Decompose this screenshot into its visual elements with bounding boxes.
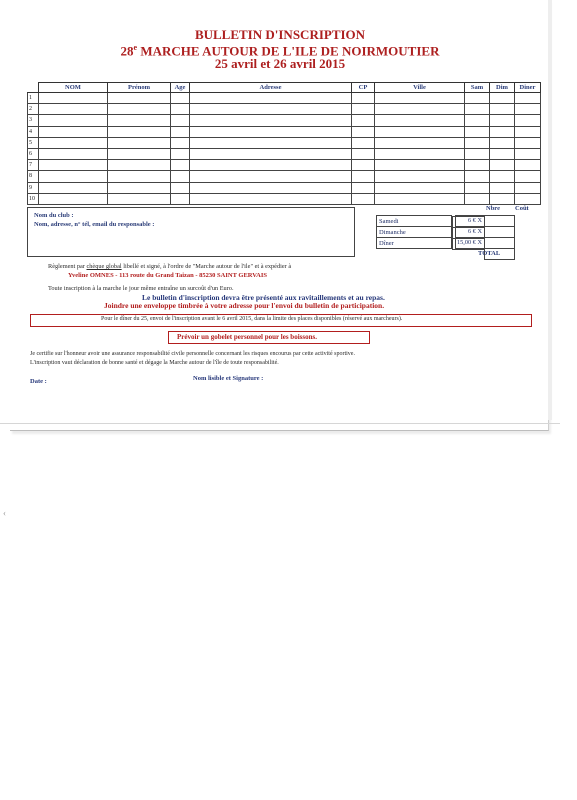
page-fold-line bbox=[0, 423, 560, 424]
cell-cp[interactable] bbox=[352, 160, 375, 171]
cell-diner[interactable] bbox=[515, 193, 541, 204]
cell-nom[interactable] bbox=[39, 193, 108, 204]
payment-address: Yveline OMNES - 113 route du Grand Taizan - 85230 SAINT GERVAIS bbox=[68, 272, 267, 279]
cell-ville[interactable] bbox=[375, 193, 465, 204]
row-number: 1 bbox=[28, 93, 39, 104]
club-name-label: Nom du club : bbox=[34, 212, 74, 219]
cell-ville[interactable] bbox=[375, 160, 465, 171]
cheque-global-text: chèque global bbox=[86, 263, 122, 270]
table-row bbox=[28, 171, 541, 182]
cell-cp[interactable] bbox=[352, 93, 375, 104]
club-contact-label: Nom, adresse, n° tél, email du responsable : bbox=[34, 221, 155, 228]
cell-adresse[interactable] bbox=[190, 115, 352, 126]
cell-ville[interactable] bbox=[375, 93, 465, 104]
col-adresse: Adresse bbox=[190, 83, 352, 93]
cell-diner[interactable] bbox=[515, 171, 541, 182]
cell-ville[interactable] bbox=[375, 171, 465, 182]
cell-adresse[interactable] bbox=[190, 126, 352, 137]
cost-row-samedi bbox=[377, 216, 515, 227]
cell-adresse[interactable] bbox=[190, 148, 352, 159]
cell-age[interactable] bbox=[171, 160, 190, 171]
cost-price: 6 € X bbox=[452, 216, 485, 228]
cost-input[interactable] bbox=[485, 227, 515, 238]
cell-nom[interactable] bbox=[39, 115, 108, 126]
cell-adresse[interactable] bbox=[190, 104, 352, 115]
table-row bbox=[28, 93, 541, 104]
cell-dim[interactable] bbox=[490, 137, 515, 148]
cell-prenom[interactable] bbox=[108, 182, 171, 193]
cell-sam[interactable] bbox=[465, 104, 490, 115]
cell-adresse[interactable] bbox=[190, 93, 352, 104]
cell-sam[interactable] bbox=[465, 137, 490, 148]
col-prenom: Prénom bbox=[108, 83, 171, 93]
cell-ville[interactable] bbox=[375, 182, 465, 193]
cell-prenom[interactable] bbox=[108, 148, 171, 159]
table-row bbox=[28, 126, 541, 137]
cell-adresse[interactable] bbox=[190, 137, 352, 148]
row-number: 4 bbox=[28, 126, 39, 137]
cell-nom[interactable] bbox=[39, 182, 108, 193]
cell-cp[interactable] bbox=[352, 137, 375, 148]
col-cp: CP bbox=[352, 83, 375, 93]
table-row bbox=[28, 115, 541, 126]
certification-line-1: Je certifie sur l'honneur avoir une assurance responsabilité civile personnelle concernant les risques encourus par cette activité sportive. bbox=[30, 351, 355, 357]
col-sam: Sam bbox=[465, 83, 490, 93]
cell-sam[interactable] bbox=[465, 126, 490, 137]
table-row bbox=[28, 148, 541, 159]
dinner-notice: Pour le dîner du 25, envoi de l'inscription avant le 6 avril 2015, dans la limite des places disponibles (réservé aux marcheurs). bbox=[101, 316, 403, 322]
col-diner: Diner bbox=[515, 83, 541, 93]
cell-age[interactable] bbox=[171, 182, 190, 193]
form-title: BULLETIN D'INSCRIPTION bbox=[194, 27, 366, 42]
row-number: 9 bbox=[28, 182, 39, 193]
cost-label: Dîner bbox=[377, 238, 452, 249]
table-row bbox=[28, 137, 541, 148]
cell-nom[interactable] bbox=[39, 104, 108, 115]
cell-cp[interactable] bbox=[352, 115, 375, 126]
cell-diner[interactable] bbox=[515, 104, 541, 115]
cell-prenom[interactable] bbox=[108, 104, 171, 115]
cell-diner[interactable] bbox=[515, 126, 541, 137]
bulletin-notice: Le bulletin d'inscription devra être présenté aux ravitaillements et au repas. bbox=[142, 293, 385, 302]
cell-cp[interactable] bbox=[352, 193, 375, 204]
cell-cp[interactable] bbox=[352, 148, 375, 159]
row-number: 3 bbox=[28, 115, 39, 126]
cell-diner[interactable] bbox=[515, 148, 541, 159]
cell-dim[interactable] bbox=[490, 115, 515, 126]
table-row bbox=[28, 104, 541, 115]
cell-sam[interactable] bbox=[465, 93, 490, 104]
row-number-header bbox=[28, 83, 39, 93]
col-nom: NOM bbox=[39, 83, 108, 93]
row-number: 8 bbox=[28, 171, 39, 182]
cell-dim[interactable] bbox=[490, 104, 515, 115]
cell-ville[interactable] bbox=[375, 137, 465, 148]
cell-cp[interactable] bbox=[352, 171, 375, 182]
cell-prenom[interactable] bbox=[108, 126, 171, 137]
row-number: 6 bbox=[28, 148, 39, 159]
cell-ville[interactable] bbox=[375, 115, 465, 126]
nbre-header: Nbre bbox=[486, 205, 500, 212]
cell-prenom[interactable] bbox=[108, 193, 171, 204]
cost-input[interactable] bbox=[485, 216, 515, 227]
cost-price: 15,00 € X bbox=[452, 238, 485, 250]
cell-cp[interactable] bbox=[352, 126, 375, 137]
cell-age[interactable] bbox=[171, 104, 190, 115]
form-header bbox=[0, 28, 560, 70]
cell-ville[interactable] bbox=[375, 148, 465, 159]
participants-body bbox=[28, 93, 541, 205]
cell-sam[interactable] bbox=[465, 182, 490, 193]
table-row bbox=[28, 193, 541, 204]
cell-nom[interactable] bbox=[39, 93, 108, 104]
col-ville: Ville bbox=[375, 83, 465, 93]
cell-prenom[interactable] bbox=[108, 160, 171, 171]
cell-dim[interactable] bbox=[490, 160, 515, 171]
date-label: Date : bbox=[30, 378, 47, 385]
cost-label: Samedi bbox=[377, 216, 452, 227]
cell-cp[interactable] bbox=[352, 182, 375, 193]
row-number: 10 bbox=[28, 193, 39, 204]
col-dim: Dim bbox=[490, 83, 515, 93]
cost-label: Dimanche bbox=[377, 227, 452, 238]
cell-sam[interactable] bbox=[465, 160, 490, 171]
cell-age[interactable] bbox=[171, 148, 190, 159]
cost-row-dimanche bbox=[377, 227, 515, 238]
cell-ville[interactable] bbox=[375, 104, 465, 115]
participants-table bbox=[27, 82, 541, 205]
cell-diner[interactable] bbox=[515, 93, 541, 104]
cout-header: Coût bbox=[515, 205, 529, 212]
payment-line: Règlement par chèque global libellé et signé, à l'ordre de "Marche autour de l'ile" et à expédier à bbox=[48, 263, 292, 270]
scan-mark: ‹ bbox=[3, 508, 6, 518]
table-row bbox=[28, 160, 541, 171]
event-dates: 25 avril et 26 avril 2015 bbox=[214, 56, 346, 72]
cell-diner[interactable] bbox=[515, 160, 541, 171]
table-row bbox=[28, 182, 541, 193]
goblet-notice: Prévoir un gobelet personnel pour les boissons. bbox=[177, 333, 317, 341]
row-number: 5 bbox=[28, 137, 39, 148]
row-number: 2 bbox=[28, 104, 39, 115]
cell-dim[interactable] bbox=[490, 182, 515, 193]
club-box[interactable] bbox=[27, 207, 355, 257]
cell-sam[interactable] bbox=[465, 115, 490, 126]
cell-ville[interactable] bbox=[375, 126, 465, 137]
cell-prenom[interactable] bbox=[108, 115, 171, 126]
cell-sam[interactable] bbox=[465, 171, 490, 182]
signature-label: Nom lisible et Signature : bbox=[193, 375, 264, 382]
cell-adresse[interactable] bbox=[190, 182, 352, 193]
cell-prenom[interactable] bbox=[108, 137, 171, 148]
cell-age[interactable] bbox=[171, 137, 190, 148]
cell-sam[interactable] bbox=[465, 193, 490, 204]
cell-dim[interactable] bbox=[490, 171, 515, 182]
cell-age[interactable] bbox=[171, 115, 190, 126]
cell-adresse[interactable] bbox=[190, 193, 352, 204]
cell-nom[interactable] bbox=[39, 160, 108, 171]
cell-adresse[interactable] bbox=[190, 160, 352, 171]
cell-nom[interactable] bbox=[39, 148, 108, 159]
cell-nom[interactable] bbox=[39, 126, 108, 137]
cell-nom[interactable] bbox=[39, 171, 108, 182]
cell-dim[interactable] bbox=[490, 193, 515, 204]
col-age: Age bbox=[171, 83, 190, 93]
participants-header-row bbox=[28, 83, 541, 93]
cell-age[interactable] bbox=[171, 93, 190, 104]
cell-prenom[interactable] bbox=[108, 171, 171, 182]
cell-age[interactable] bbox=[171, 193, 190, 204]
cell-diner[interactable] bbox=[515, 137, 541, 148]
cost-price: 6 € X bbox=[452, 227, 485, 239]
cell-diner[interactable] bbox=[515, 115, 541, 126]
cell-nom[interactable] bbox=[39, 137, 108, 148]
cell-sam[interactable] bbox=[465, 148, 490, 159]
cost-input[interactable] bbox=[485, 238, 515, 249]
cell-dim[interactable] bbox=[490, 126, 515, 137]
envelope-notice: Joindre une enveloppe timbrée à votre adresse pour l'envoi du bulletin de participation. bbox=[104, 301, 385, 310]
cell-age[interactable] bbox=[171, 171, 190, 182]
cell-cp[interactable] bbox=[352, 104, 375, 115]
cell-diner[interactable] bbox=[515, 182, 541, 193]
cost-row-diner bbox=[377, 238, 515, 249]
total-spacer bbox=[377, 249, 452, 260]
cell-age[interactable] bbox=[171, 126, 190, 137]
row-number: 7 bbox=[28, 160, 39, 171]
cell-adresse[interactable] bbox=[190, 171, 352, 182]
total-label: TOTAL bbox=[478, 250, 501, 257]
surcharge-text: Toute inscription à la marche le jour même entraîne un surcoût d'un Euro. bbox=[48, 285, 234, 292]
cell-dim[interactable] bbox=[490, 148, 515, 159]
cell-prenom[interactable] bbox=[108, 93, 171, 104]
event-name: 28e MARCHE AUTOUR DE L'ILE DE NOIRMOUTIER bbox=[120, 43, 440, 59]
certification-line-2: L'inscription vaut déclaration de bonne santé et dégage la Marche autour de l'île de toute responsabilité. bbox=[30, 360, 279, 366]
cell-dim[interactable] bbox=[490, 93, 515, 104]
